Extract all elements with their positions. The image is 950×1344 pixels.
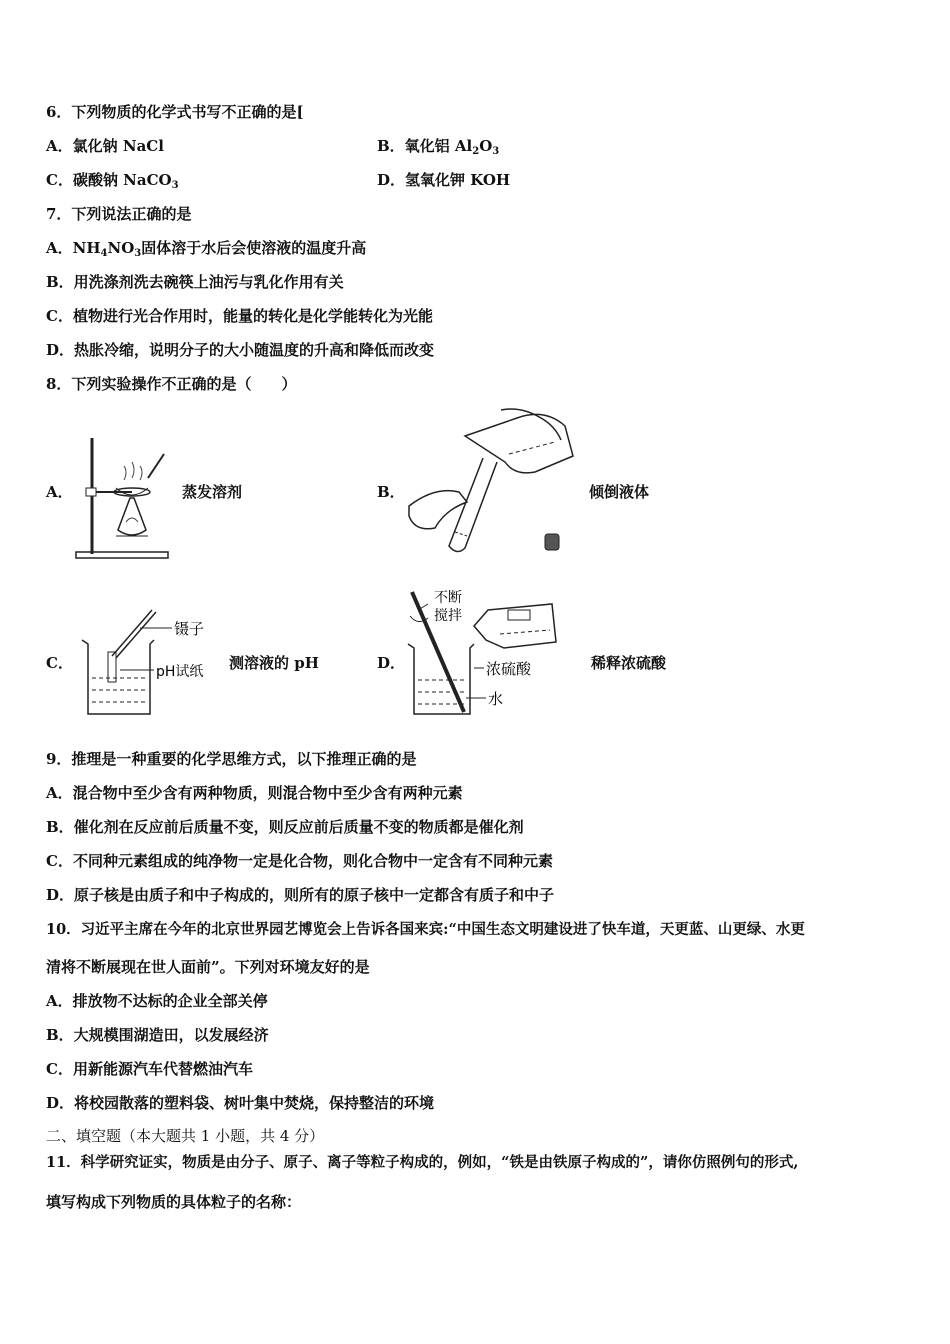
- q8-option-c-text: 测溶液的 pH: [229, 654, 319, 672]
- q7-stem: 7．下列说法正确的是: [46, 205, 192, 223]
- q8-option-c-letter: C．: [46, 654, 73, 672]
- q7-option-a: A．$NH_4NO_3$固体溶于水后会使溶液的温度升高: [46, 239, 367, 259]
- tweezers-label: 镊子: [174, 620, 205, 638]
- ph-paper-label: pH试纸: [156, 664, 204, 680]
- q10-option-b: B．大规模围湖造田，以发展经济: [46, 1026, 269, 1044]
- q8-option-b-text: 倾倒液体: [589, 483, 650, 501]
- ph-test-figure: [80, 606, 220, 718]
- q9-option-b: B．催化剂在反应前后质量不变，则反应前后质量不变的物质都是催化剂: [46, 818, 524, 836]
- pouring-liquid-figure: [405, 406, 585, 556]
- stir-label-2: 搅拌: [434, 608, 462, 624]
- q6-option-a: A．氯化钠 NaCl: [46, 137, 164, 155]
- q11-stem-line-2: 填写构成下列物质的具体粒子的名称：: [46, 1193, 302, 1211]
- q7-option-d: D．热胀冷缩，说明分子的大小随温度的升高和降低而改变: [46, 341, 435, 359]
- water-label: 水: [488, 690, 504, 708]
- q8-option-d-letter: D．: [377, 654, 406, 672]
- q8-option-b-letter: B．: [377, 483, 405, 501]
- q7-option-b: B．用洗涤剂洗去碗筷上油污与乳化作用有关: [46, 273, 344, 291]
- q6-stem: 6．下列物质的化学式书写不正确的是[: [46, 103, 304, 121]
- section-title: 二、填空题（本大题共 1 小题，共 4 分）: [46, 1127, 325, 1145]
- q8-option-d-text: 稀释浓硫酸: [591, 654, 667, 672]
- q9-option-c: C．不同种元素组成的纯净物一定是化合物，则化合物中一定含有不同种元素: [46, 852, 553, 870]
- q10-option-a: A．排放物不达标的企业全部关停: [46, 992, 268, 1010]
- q9-option-a: A．混合物中至少含有两种物质，则混合物中至少含有两种元素: [46, 784, 463, 802]
- q7-option-c: C．植物进行光合作用时，能量的转化是化学能转化为光能: [46, 307, 433, 325]
- q10-stem-line-1: 10．习近平主席在今年的北京世界园艺博览会上告诉各国来宾:“中国生态文明建设进了快车道，天更蓝、山更绿、水更: [46, 921, 805, 938]
- q10-stem-line-2: 清将不断展现在世人面前”。下列对环境友好的是: [46, 958, 370, 976]
- q6-option-d: D．氢氧化钾 KOH: [377, 171, 511, 189]
- q11-stem-line-1: 11．科学研究证实，物质是由分子、原子、离子等粒子构成的，例如，“铁是由铁原子构成的”，请你仿照例句的形式,: [46, 1154, 799, 1171]
- q9-stem: 9．推理是一种重要的化学思维方式，以下推理正确的是: [46, 750, 417, 768]
- q8-option-a-text: 蒸发溶剂: [182, 483, 243, 501]
- q10-option-d: D．将校园散落的塑料袋、树叶集中焚烧，保持整洁的环境: [46, 1094, 435, 1112]
- q6-option-c: C．碳酸钠 NaCO$_3$: [46, 171, 179, 191]
- q8-stem: 8．下列实验操作不正确的是（ ）: [46, 375, 297, 393]
- q10-option-c: C．用新能源汽车代替燃油汽车: [46, 1060, 253, 1078]
- dilute-sulfuric-acid-figure: [404, 586, 584, 718]
- q8-option-a-letter: A．: [46, 483, 73, 501]
- q9-option-d: D．原子核是由质子和中子构成的，则所有的原子核中一定都含有质子和中子: [46, 886, 555, 904]
- evaporation-apparatus-figure: [72, 436, 172, 560]
- stir-label-1: 不断: [434, 590, 462, 606]
- concentrated-acid-label: 浓硫酸: [486, 660, 532, 678]
- q6-option-b: B．氧化铝 $Al_2O_3$: [377, 137, 500, 157]
